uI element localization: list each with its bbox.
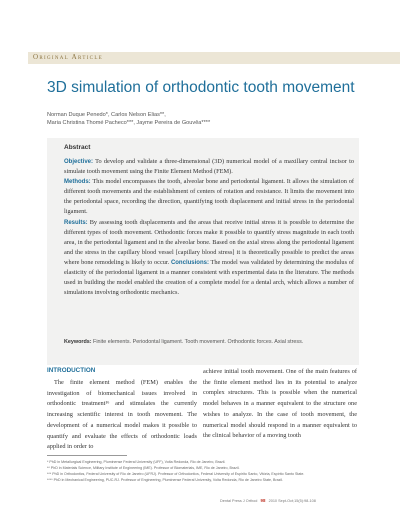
footnote: ** PhD in Materials Science, Military Institute of Engineering (IME). Professor of Biomaterials, IME, Rio de Janeiro, Brazil. [47,466,240,470]
keywords-label: Keywords: [64,339,92,345]
results-label: Results: [64,219,88,226]
author-list [47,111,377,127]
author-line: Maria Christina Thomé Pacheco***, Jayme Pereira de Gouvêa**** [47,120,211,126]
citation: 2010 Sept-Oct;15(5):98-108 [268,499,316,503]
footnote: * PhD in Metallurgical Engineering, Pluminense Federal University (UFF), Volta Redonda, Rio de Janeiro, Brazil. [47,460,226,464]
introduction-column-left: The finite element method (FEM) enables the investigation of biomechanical issues involved in orthodontic treatment¹⁶ and stimulates the currently increasing scientific interest in tooth movement. The development of a numerical model makes it possible to quantify and evaluate the effects of orthodontic loads applied in order to [47,379,197,451]
article-title: 3D simulation of orthodontic tooth movement [47,79,355,96]
page-top-margin [0,0,400,50]
page-number: 98 [260,498,266,503]
introduction-heading: INTRODUCTION [47,367,96,374]
conclusions-text: The model was validated by determining the modulus of elasticity of the periodontal ligament in a manner consistent with experimental data in the literature. The methods used in building the model enabled the creation of a complete model for a dental arch, which allows a number of simulations involving orthodontic mechanics. [64,258,354,297]
author-line: Norman Duque Penedo*, Carlos Nelson Elias**, [47,112,166,118]
results-text: By assessing tooth displacements and the areas that receive initial stress it is possible to determine the different types of tooth movement. Orthodontic forces make it possible to quantify stress magnitude in each tooth area, in the periodontal ligament and in the alveolar bone. Based on the axial stress along the periodontal ligament and the stress in the capillary blood vessel [capillary blood stress] it is theoretically possible to predict the areas where bone remodeling is likely to occur. [64,218,354,266]
journal-name: Dental Press J Orthod [220,499,258,503]
objective-text: To develop and validate a three-dimensional (3D) numerical model of a maxillary central incisor to simulate tooth movement using the Finite Element Method (FEM). [64,158,354,176]
footnote: *** PhD in Orthodontics, Federal University of Rio de Janeiro (UFRJ). Professor of Orthodontics, Federal University of Espírito Santo, Vitória, Espírito Santo State. [47,472,305,476]
keywords-text: Finite elements. Periodontal ligament. Tooth movement. Orthodontic forces. Axial stress. [91,339,304,345]
methods-label: Methods: [64,179,91,186]
abstract-heading: Abstract [64,144,91,151]
page-footer [220,498,316,503]
conclusions-label: Conclusions: [170,259,209,266]
objective-label: Objective: [64,159,94,165]
section-label: Original Article [33,53,104,61]
introduction-column-right: achieve initial tooth movement. One of the main features of the finite element method lies in its potential to analyze complex structures. This is possible when the numerical model behaves in a manner equivalent to the structure one wishes to analyze. In the case of tooth movement, the numerical model should respond in a manner equivalent to the clinical behavior of a moving tooth [203,368,357,440]
keywords [64,339,354,345]
footnote: **** PhD in Mechanical Engineering, PUC-RJ. Professor of Engineering, Pluminense Federal University, Volta Redonda, Rio de Janeiro State, Brazil. [47,478,284,482]
methods-text: This model encompasses the tooth, alveolar bone and periodontal ligament. It allows the simulation of different tooth movements and the establishment of centers of rotation and resistance. It limits the movement into the periodontal space, recording the direction, quantifying tooth displacement and initial stress in the periodontal ligament. [64,178,354,216]
abstract-body [64,157,354,298]
footnote-divider [47,455,127,456]
